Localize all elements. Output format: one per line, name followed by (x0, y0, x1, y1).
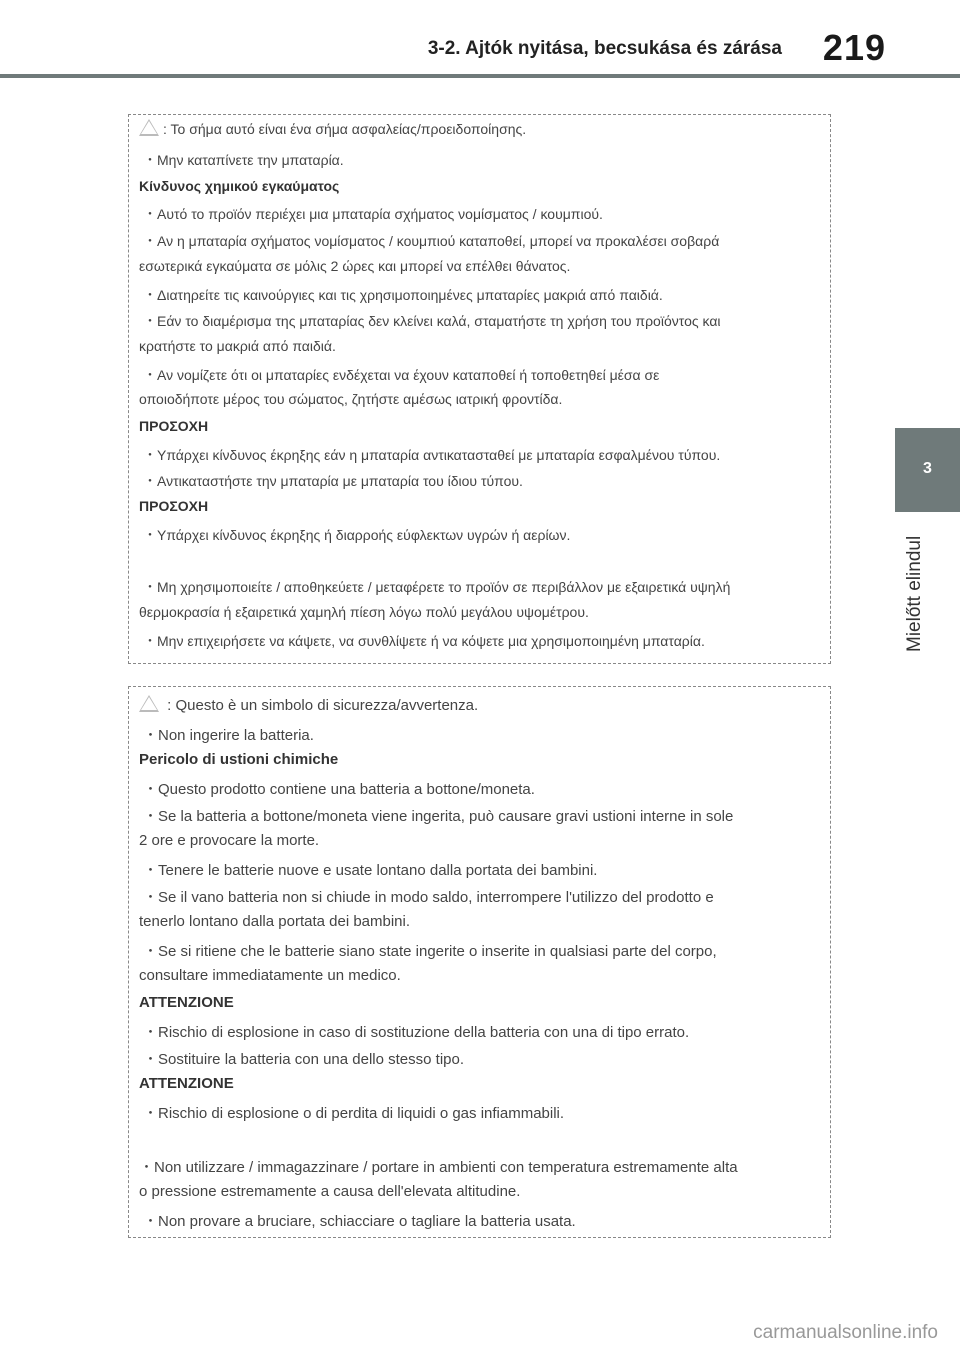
warning-symbol-line (139, 119, 526, 137)
chapter-tab-number: 3 (923, 460, 932, 477)
subheading: ATTENZIONE (139, 1075, 234, 1092)
text-line: o pressione estremamente a causa dell'elevata altitudine. (139, 1183, 521, 1200)
header-rule (0, 74, 960, 78)
page-header (0, 0, 960, 80)
subheading: Κίνδυνος χημικού εγκαύματος (139, 178, 340, 194)
warning-triangle-icon (139, 695, 159, 712)
text-line: ・Sostituire la batteria con una dello stesso tipo. (143, 1051, 465, 1068)
text-line: ・Μη χρησιμοποιείτε / αποθηκεύετε / μεταφέρετε το προϊόν σε περιβάλλον με εξαιρετικά υψηλή (143, 579, 731, 595)
text-line: ・Non ingerire la batteria. (143, 727, 314, 744)
subheading: ΠΡΟΣΟΧΗ (139, 498, 209, 514)
text-line: ・Se si ritiene che le batterie siano state ingerite o inserite in qualsiasi parte del corpo, (143, 943, 717, 960)
text-line: ・Αν νομίζετε ότι οι μπαταρίες ενδέχεται να έχουν καταποθεί ή τοποθετηθεί μέσα σε (143, 367, 660, 383)
text-line: ・Se la batteria a bottone/moneta viene ingerita, può causare gravi ustioni interne in sole (143, 808, 734, 825)
line-text: : Questo è un simbolo di sicurezza/avvertenza. (167, 697, 479, 714)
section-title: 3-2. Ajtók nyitása, becsukása és zárása (427, 38, 782, 59)
text-line: ・Μην επιχειρήσετε να κάψετε, να συνθλίψετε ή να κόψετε μια χρησιμοποιημένη μπαταρία. (143, 633, 705, 649)
text-line: ・Μην καταπίνετε την μπαταρία. (143, 152, 344, 168)
chapter-label-text: Mielőtt elindul (904, 535, 925, 652)
text-line: ・Rischio di esplosione o di perdita di liquidi o gas infiammabili. (143, 1105, 565, 1122)
text-line: ・Αυτό το προϊόν περιέχει μια μπαταρία σχήματος νομίσματος / κουμπιού. (143, 206, 603, 222)
text-line: ・Υπάρχει κίνδυνος έκρηξης ή διαρροής εύφλεκτων υγρών ή αερίων. (143, 527, 571, 543)
line-text: : Το σήμα αυτό είναι ένα σήμα ασφαλείας/προειδοποίησης. (163, 121, 527, 137)
text-line: ・Αν η μπαταρία σχήματος νομίσματος / κουμπιού καταποθεί, μπορεί να προκαλέσει σοβαρά (143, 233, 720, 249)
text-line: ・Non utilizzare / immagazzinare / portare in ambienti con temperatura estremamente alta (139, 1159, 738, 1176)
text-line: tenerlo lontano dalla portata dei bambini. (139, 913, 411, 930)
text-line: ・Διατηρείτε τις καινούργιες και τις χρησιμοποιημένες μπαταρίες μακριά από παιδιά. (143, 287, 663, 303)
warning-triangle-icon (139, 119, 159, 136)
watermark-text: carmanualsonline.info (753, 1322, 938, 1343)
text-line: κρατήστε το μακριά από παιδιά. (139, 338, 336, 354)
text-line: ・Non provare a bruciare, schiacciare o tagliare la batteria usata. (143, 1213, 576, 1230)
text-line: ・Εάν το διαμέρισμα της μπαταρίας δεν κλείνει καλά, σταματήστε τη χρήση του προϊόντος και (143, 313, 721, 329)
text-line: θερμοκρασία ή εξαιρετικά χαμηλή πίεση λόγω πολύ μεγάλου υψομέτρου. (139, 604, 589, 620)
warning-box-greek (128, 114, 831, 664)
text-line: εσωτερικά εγκαύματα σε μόλις 2 ώρες και μπορεί να επέλθει θάνατος. (139, 258, 571, 274)
subheading: Pericolo di ustioni chimiche (139, 751, 339, 768)
warning-box-italian (128, 686, 831, 1238)
subheading: ΠΡΟΣΟΧΗ (139, 418, 209, 434)
text-line: ・Rischio di esplosione in caso di sostituzione della batteria con una di tipo errato. (143, 1024, 690, 1041)
text-line: οποιοδήποτε μέρος του σώματος, ζητήστε αμέσως ιατρική φροντίδα. (139, 391, 563, 407)
text-line: ・Υπάρχει κίνδυνος έκρηξης εάν η μπαταρία αντικατασταθεί με μπαταρία εσφαλμένου τύπου. (143, 447, 721, 463)
text-line: 2 ore e provocare la morte. (139, 832, 320, 849)
text-line: ・Tenere le batterie nuove e usate lontano dalla portata dei bambini. (143, 862, 598, 879)
chapter-label (900, 520, 930, 660)
chapter-tab[interactable] (895, 428, 960, 512)
page-number: 219 (822, 27, 886, 68)
text-line: ・Αντικαταστήστε την μπαταρία με μπαταρία του ίδιου τύπου. (143, 473, 523, 489)
warning-symbol-line (139, 695, 478, 714)
text-line: ・Se il vano batteria non si chiude in modo saldo, interrompere l'utilizzo del prodotto e (143, 889, 714, 906)
text-line: consultare immediatamente un medico. (139, 967, 401, 984)
subheading: ATTENZIONE (139, 994, 234, 1011)
text-line: ・Questo prodotto contiene una batteria a bottone/moneta. (143, 781, 535, 798)
